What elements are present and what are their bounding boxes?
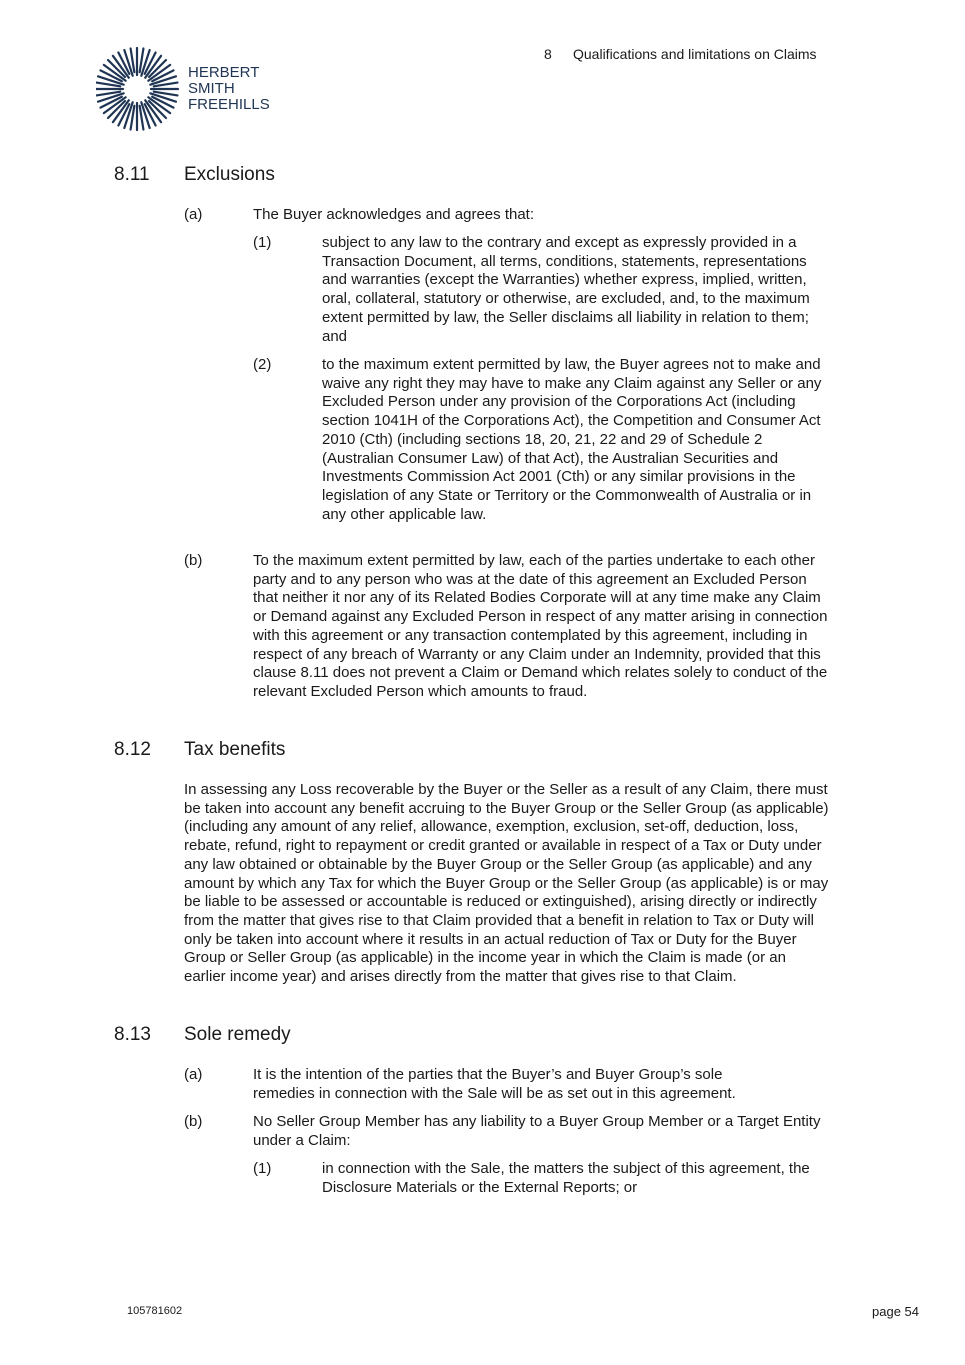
logo-line-3: FREEHILLS bbox=[188, 96, 270, 113]
heading-title: Sole remedy bbox=[184, 1024, 291, 1045]
clause-label: (a) bbox=[184, 206, 203, 223]
clause-label: (a) bbox=[184, 1066, 203, 1083]
document-id: 105781602 bbox=[127, 1305, 183, 1317]
clause-text: The Buyer acknowledges and agrees that: bbox=[253, 206, 535, 223]
running-header-number: 8 bbox=[544, 46, 552, 62]
running-header bbox=[544, 46, 817, 62]
logo-line-1: HERBERT bbox=[188, 64, 260, 81]
heading-8-11 bbox=[114, 164, 275, 186]
clause-label: (1) bbox=[253, 234, 272, 251]
logo-line-2: SMITH bbox=[188, 80, 235, 97]
clause-text: to the maximum extent permitted by law, the Buyer agrees not to make and waive any right they may have to make any Claim against any Seller or any Excluded Person under any provision of the Corporations Act (including section 1041H of the Corporations Act), the Competition and Consumer Act 2010 (Cth) (including sections 18, 20, 21, 22 and 29 of Schedule 2 (Australian Consumer Law) of that Act), the Australian Securities and Investments Commission Act 2001 (Cth) or any similar provisions in the legislation of any State or Territory or the Commonwealth of Australia or in any other applicable law. bbox=[322, 356, 822, 523]
heading-number: 8.13 bbox=[114, 1024, 151, 1045]
page-number: page 54 bbox=[872, 1304, 919, 1319]
heading-8-12 bbox=[114, 739, 285, 761]
heading-number: 8.11 bbox=[114, 164, 150, 185]
firm-logo bbox=[96, 46, 296, 136]
clause-text: No Seller Group Member has any liability to a Buyer Group Member or a Target Entity under a Claim: bbox=[253, 1113, 821, 1149]
clause-label: (b) bbox=[184, 1113, 203, 1130]
clause-text: To the maximum extent permitted by law, each of the parties undertake to each other party and to any person who was at the date of this agreement an Excluded Person that neither it nor any of its Related Bodies Corporate will at any time make any Claim or Demand against any Excluded Person in respect of any matter arising in connection with this agreement or any transaction contemplated by this agreement, including in respect of any breach of Warranty or any Claim under an Indemnity, provided that this clause 8.11 does not prevent a Claim or Demand which relates solely to conduct of the relevant Excluded Person which amounts to fraud. bbox=[253, 552, 828, 700]
heading-title: Exclusions bbox=[184, 164, 275, 185]
heading-number: 8.12 bbox=[114, 739, 151, 760]
clause-label: (b) bbox=[184, 552, 203, 569]
sunburst-logo-icon bbox=[96, 46, 180, 132]
clause-label: (2) bbox=[253, 356, 272, 373]
heading-8-13 bbox=[114, 1024, 291, 1046]
clause-text: in connection with the Sale, the matters the subject of this agreement, the Disclosure Materials or the External Reports; or bbox=[322, 1160, 810, 1196]
clause-text: subject to any law to the contrary and except as expressly provided in a Transaction Document, all terms, conditions, statements, representations and warranties (except the Warranties) whether express, implied, written, oral, collateral, statutory or otherwise, are excluded, and, to the maximum extent permitted by law, the Seller disclaims all liability in relation to them; and bbox=[322, 234, 810, 345]
clause-label: (1) bbox=[253, 1160, 272, 1177]
logo-wordmark bbox=[188, 65, 270, 113]
clause-text: It is the intention of the parties that the Buyer’s and Buyer Group’s sole remedies in connection with the Sale will be as set out in this agreement. bbox=[253, 1066, 736, 1102]
running-header-title: Qualifications and limitations on Claims bbox=[573, 46, 817, 62]
heading-title: Tax benefits bbox=[184, 739, 286, 760]
clause-text: In assessing any Loss recoverable by the Buyer or the Seller as a result of any Claim, there must be taken into account any benefit accruing to the Buyer Group or the Seller Group (as applicable) (including any amount of any relief, allowance, exemption, exclusion, set-off, deduction, loss, rebate, refund, right to repayment or credit granted or available in respect of a Tax or Duty under any law obtained or obtainable by the Buyer Group or the Seller Group (as applicable) and any amount by which any Tax for which the Buyer Group or the Seller Group (as applicable) is or may be liable to be assessed or accountable is reduced or extinguished), arising directly or indirectly from the matter that gives rise to that Claim provided that a benefit in relation to Tax or Duty will only be taken into account where it results in an actual reduction of Tax or Duty for the Buyer Group or Seller Group (as applicable) in the income year in which the Claim is made (or an earlier income year) and arises directly from the matter that gives rise to that Claim. bbox=[184, 781, 829, 986]
